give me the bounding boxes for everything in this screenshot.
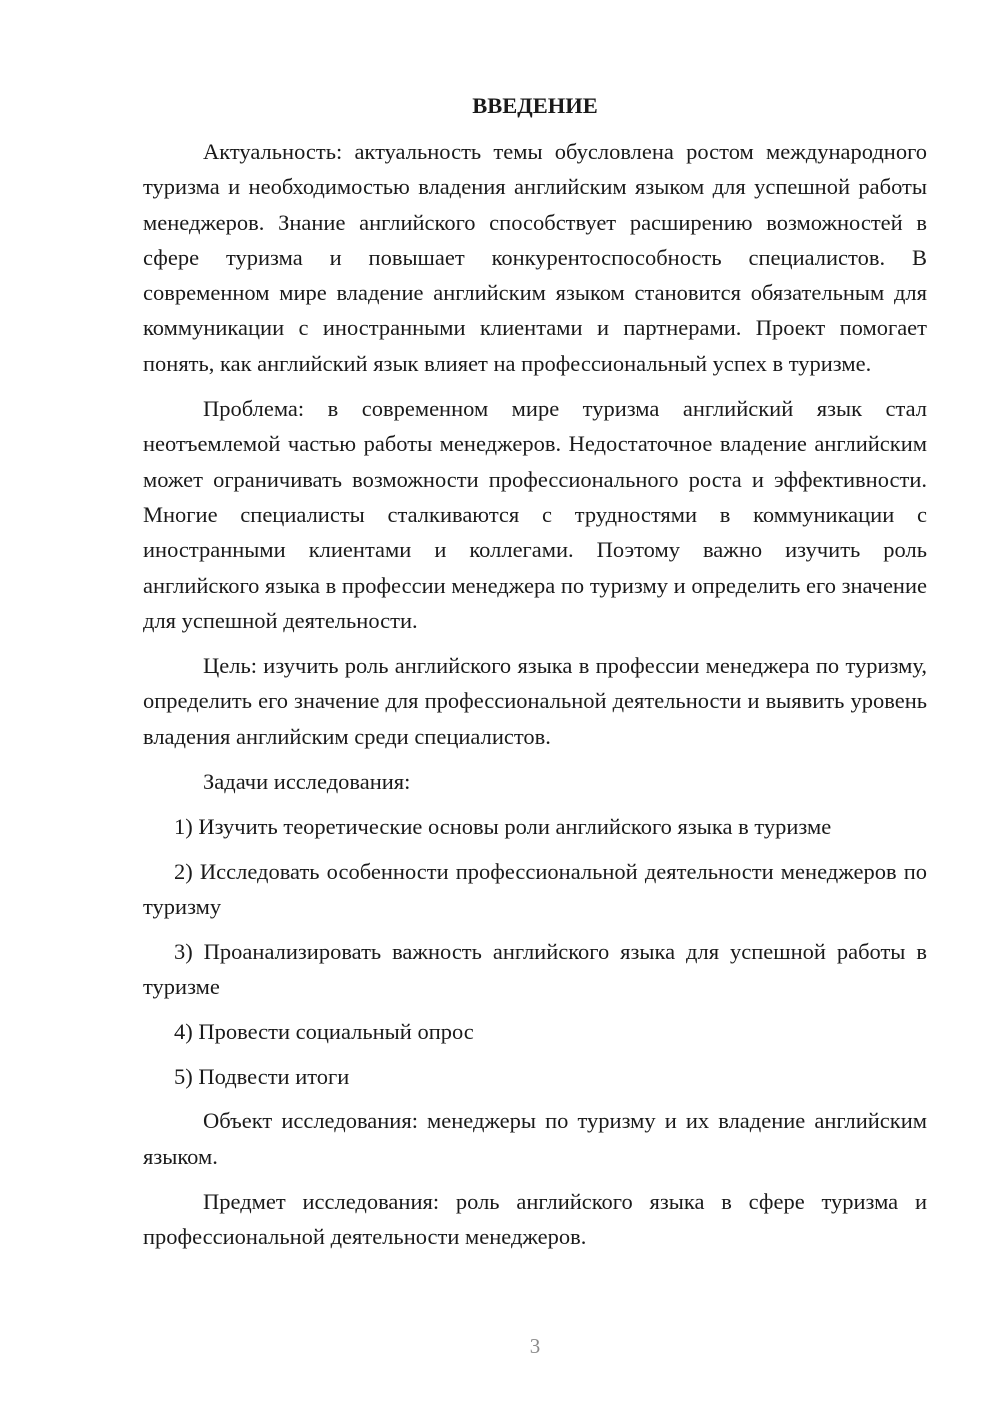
task-item-3: 3) Проанализировать важность английского языка для успешной работы в туризме (143, 938, 927, 1000)
section-title: ВВЕДЕНИЕ (472, 93, 598, 118)
task-item-2: 2) Исследовать особенности профессиональной деятельности менеджеров по туризму (143, 858, 927, 919)
task-item-5: 5) Подвести итоги (174, 1063, 350, 1089)
tasks-heading: Задачи исследования: (203, 769, 411, 795)
paragraph-subject: Предмет исследования: роль английского языка в сфере туризма и профессиональной деятельности менеджеров. (143, 1189, 927, 1250)
page-number: 3 (529, 1334, 541, 1358)
paragraph-object: Объект исследования: менеджеры по туризму и их владение английским языком. (143, 1108, 927, 1169)
paragraph-relevance: Актуальность: актуальность темы обусловлена ростом международного туризма и необходимостью владения английским языком для успешной работы менеджеров. Знание английского способствует расширению возможностей в сфере туризма и повышает конкурентоспособность специалистов. В современном мире владение английским языком становится обязательным для коммуникации с иностранными клиентами и партнерами. Проект помогает понять, как английский язык влияет на профессиональный успех в туризме. (143, 139, 927, 376)
task-item-4: 4) Провести социальный опрос (174, 1018, 474, 1044)
page-content (143, 88, 927, 1255)
task-item-1: 1) Изучить теоретические основы роли английского языка в туризме (174, 813, 832, 839)
paragraph-goal: Цель: изучить роль английского языка в профессии менеджера по туризму, определить его значение для профессиональной деятельности и выявить уровень владения английским среди специалистов. (143, 653, 927, 749)
paragraph-problem: Проблема: в современном мире туризма английский язык стал неотъемлемой частью работы менеджеров. Недостаточное владение английским может ограничивать возможности профессионального роста и эффективности. Многие специалисты сталкиваются с трудностями в коммуникации с иностранными клиентами и коллегами. Поэтому важно изучить роль английского языка в профессии менеджера по туризму и определить его значение для успешной деятельности. (143, 396, 927, 633)
